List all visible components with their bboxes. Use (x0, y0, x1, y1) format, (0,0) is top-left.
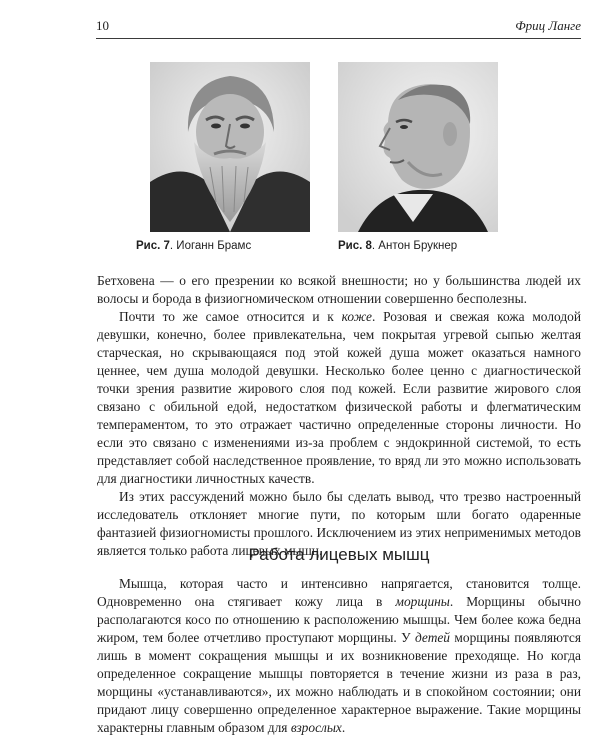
paragraph-text: Мышца, которая часто и интенсивно напрягается, становится толще. Одновременно она стягивает кожу лица в (97, 576, 581, 609)
paragraph-emphasis: детей (414, 630, 450, 645)
paragraph-emphasis: взрослых (290, 720, 342, 735)
paragraph: Бетховена — о его презрении ко всякой внешности; но у большинства людей их волосы и борода в физиогномическом отношении совершенно бесполезны. (97, 273, 581, 306)
paragraph: Из этих рассуждений можно было бы сделать вывод, что трезво настроенный исследователь отклоняет многие пути, по которым шли богато одаренные фантазией физиогномисты прошлого. Исключением из этих неприменимых методов является только работа лицевых мышц. (97, 489, 581, 558)
page-number: 10 (96, 18, 109, 33)
figure-8-label: Рис. 8 (338, 240, 372, 252)
figure-8-caption-text: . Антон Брукнер (371, 240, 458, 252)
paragraph-text: . Розовая и свежая кожа молодой девушки, конечно, более привлекательна, чем покрытая угревой сыпью желтая старческая, но скрывающаяся под этой кожей душа может оказаться намного ценнее, чем душа молодой девушки. Несколько более ценно с диагностической точки зрения развитие жирового слоя под кожей. Если развитие жирового слоя связано с обильной едой, недостатком физической работы и флегматическим темпераментом, то это отражает частично определенные стороны личности. Но если это связано с изменениями из-за проблем с эндокринной системой, то есть представляет собой наследственное проявление, то вряд ли это можно использовать для диагностики личностных качеств. (97, 309, 581, 486)
portrait-johannes-brahms (150, 62, 310, 232)
paragraph-emphasis: морщины (395, 594, 450, 609)
paragraph-emphasis: коже (341, 309, 372, 324)
running-title: Фриц Ланге (515, 18, 581, 33)
paragraph-text: . (341, 720, 346, 735)
page-header (96, 16, 581, 39)
body-text-upper (97, 272, 581, 560)
figure-8-caption (338, 240, 457, 252)
portrait-johannes-brahms-image (150, 62, 310, 232)
figure-7-caption (136, 240, 251, 252)
paragraph (97, 575, 581, 737)
paragraph-text: Почти то же самое относится и к (119, 309, 342, 324)
portrait-anton-bruckner-image (338, 62, 498, 232)
paragraph (97, 308, 581, 488)
paragraph-text: морщины появляются лишь в момент сокращения мышцы и их возникновение преходяще. Но когда определенное сокращение мышцы повторяется в течение жизни из раза в раз, морщины «устанавливаются», их можно наблюдать и в спокойном состоянии; они придают лицу совершенно определенное характерное выражение. Такие морщины характерны главным образом для (97, 630, 581, 735)
paragraph-text: . Морщины обычно располагаются косо по отношению к расположению мышцы. Чем более кожа бедна жиром, тем более отчетливо проступают морщины. У (97, 594, 582, 645)
body-text-lower (97, 575, 581, 737)
portrait-anton-bruckner (338, 62, 498, 232)
figure-7-label: Рис. 7 (136, 240, 170, 252)
figure-7-caption-text: . Иоганн Брамс (169, 240, 252, 252)
section-heading: Работа лицевых мышц (248, 545, 430, 564)
